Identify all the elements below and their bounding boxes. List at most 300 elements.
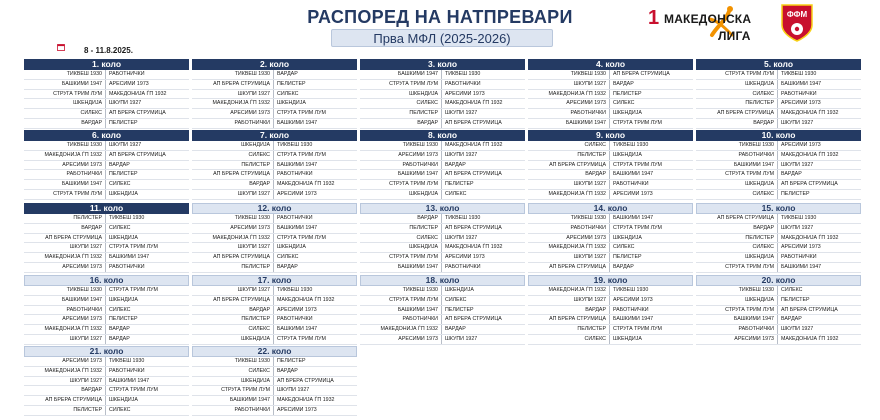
match-row bbox=[192, 190, 357, 200]
away-team: ТИКВЕШ 1930 bbox=[277, 142, 313, 148]
match-row bbox=[696, 335, 861, 345]
away-team: БАШКИМИ 1947 bbox=[613, 171, 654, 178]
match-row bbox=[192, 396, 357, 406]
away-team: АП БРЕРА СТРУМИЦА bbox=[781, 181, 838, 188]
away-team: ВАРДАР bbox=[613, 264, 634, 271]
round-header: 3. коло bbox=[360, 59, 525, 70]
match-row bbox=[192, 253, 357, 263]
home-team: БАШКИМИ 1947 bbox=[24, 296, 106, 305]
away-team: ПЕЛИСТЕР bbox=[613, 90, 642, 97]
away-team: РАБОТНИЧКИ bbox=[781, 254, 817, 261]
page-title: РАСПОРЕД НА НАТПРЕВАРИ bbox=[307, 7, 573, 27]
match-row bbox=[192, 70, 357, 80]
home-team: АРЕСИМИ 1973 bbox=[528, 99, 610, 108]
away-team: СИЛЕКС bbox=[445, 191, 467, 198]
away-team: МАКЕДОНИЈА ЃП 1932 bbox=[277, 296, 335, 303]
match-row bbox=[360, 306, 525, 316]
match-row bbox=[360, 109, 525, 119]
home-team: СТРУГА ТРИМ ЛУМ bbox=[24, 90, 106, 99]
round-header: 8. коло bbox=[360, 130, 525, 141]
match-row bbox=[24, 335, 189, 345]
away-team: ШКУПИ 1927 bbox=[781, 326, 814, 333]
match-row bbox=[528, 325, 693, 335]
away-team: ШКУПИ 1927 bbox=[781, 120, 814, 127]
away-team: ТИКВЕШ 1930 bbox=[613, 142, 649, 148]
away-team: ПЕЛИСТЕР bbox=[781, 191, 810, 198]
home-team: РАБОТНИЧКИ bbox=[696, 325, 778, 334]
away-team: РАБОТНИЧКИ bbox=[277, 316, 313, 323]
match-row bbox=[696, 263, 861, 273]
match-row bbox=[24, 90, 189, 100]
match-row bbox=[696, 170, 861, 180]
round-block bbox=[696, 130, 861, 200]
home-team: ТИКВЕШ 1930 bbox=[192, 70, 274, 79]
away-team: АП БРЕРА СТРУМИЦА bbox=[445, 171, 502, 178]
round-header: 4. коло bbox=[528, 59, 693, 70]
away-team: ВАРДАР bbox=[613, 80, 634, 87]
away-team: СТРУГА ТРИМ ЛУМ bbox=[613, 161, 662, 168]
match-row bbox=[528, 190, 693, 200]
away-team: СИЛЕКС bbox=[277, 90, 299, 97]
away-team: ШКЕНДИЈА bbox=[109, 234, 138, 241]
round-header: 13. коло bbox=[360, 203, 525, 214]
away-team: ШКЕНДИЈА bbox=[277, 244, 306, 251]
away-team: СИЛЕКС bbox=[109, 181, 131, 188]
match-row bbox=[696, 296, 861, 306]
away-team: ВАРДАР bbox=[277, 71, 298, 77]
match-row bbox=[696, 99, 861, 109]
match-row bbox=[192, 161, 357, 171]
home-team: СИЛЕКС bbox=[696, 190, 778, 199]
home-team: ТИКВЕШ 1930 bbox=[360, 141, 442, 150]
home-team: ШКУПИ 1927 bbox=[24, 335, 106, 344]
round-header: 20. коло bbox=[696, 275, 861, 286]
away-team: СТРУГА ТРИМ ЛУМ bbox=[109, 244, 158, 251]
away-team: АП БРЕРА СТРУМИЦА bbox=[109, 110, 166, 117]
home-team: ШКУПИ 1927 bbox=[528, 296, 610, 305]
round-header: 21. коло bbox=[24, 346, 189, 357]
match-row bbox=[192, 357, 357, 367]
home-team: БАШКИМИ 1947 bbox=[360, 70, 442, 79]
home-team: МАКЕДОНИЈА ЃП 1932 bbox=[24, 253, 106, 262]
home-team: СИЛЕКС bbox=[24, 109, 106, 118]
away-team: ТИКВЕШ 1930 bbox=[445, 215, 481, 221]
home-team: ТИКВЕШ 1930 bbox=[528, 70, 610, 79]
home-team: ВАРДАР bbox=[192, 306, 274, 315]
home-team: АРЕСИМИ 1973 bbox=[24, 161, 106, 170]
away-team: ТИКВЕШ 1930 bbox=[781, 71, 817, 77]
federation-crest-icon bbox=[780, 3, 814, 43]
match-row bbox=[696, 161, 861, 171]
match-row bbox=[528, 253, 693, 263]
home-team: АП БРЕРА СТРУМИЦА bbox=[696, 109, 778, 118]
match-row bbox=[528, 335, 693, 345]
home-team: СИЛЕКС bbox=[360, 234, 442, 243]
away-team: РАБОТНИЧКИ bbox=[781, 90, 817, 97]
home-team: ШКУПИ 1927 bbox=[24, 243, 106, 252]
home-team: ТИКВЕШ 1930 bbox=[192, 357, 274, 366]
away-team: ВАРДАР bbox=[277, 367, 298, 374]
home-team: ВАРДАР bbox=[192, 180, 274, 189]
away-team: ВАРДАР bbox=[109, 326, 130, 333]
away-team: ШКЕНДИЈА bbox=[109, 296, 138, 303]
home-team: БАШКИМИ 1947 bbox=[696, 315, 778, 324]
away-team: МАКЕДОНИЈА ЃП 1932 bbox=[445, 142, 503, 148]
match-row bbox=[24, 253, 189, 263]
away-team: ПЕЛИСТЕР bbox=[277, 358, 306, 364]
home-team: ШКУПИ 1927 bbox=[192, 190, 274, 199]
away-team: АРЕСИМИ 1973 bbox=[277, 306, 317, 313]
away-team: СТРУГА ТРИМ ЛУМ bbox=[277, 110, 326, 117]
match-row bbox=[528, 315, 693, 325]
away-team: СИЛЕКС bbox=[613, 100, 635, 107]
match-row bbox=[192, 406, 357, 416]
round-block bbox=[528, 59, 693, 129]
away-team: ШКУПИ 1927 bbox=[445, 151, 478, 158]
away-team: АП БРЕРА СТРУМИЦА bbox=[445, 316, 502, 323]
match-row bbox=[192, 367, 357, 377]
away-team: МАКЕДОНИЈА ЃП 1932 bbox=[781, 336, 839, 343]
home-team: АП БРЕРА СТРУМИЦА bbox=[192, 296, 274, 305]
away-team: СИЛЕКС bbox=[109, 306, 131, 313]
home-team: МАКЕДОНИЈА ЃП 1932 bbox=[360, 325, 442, 334]
home-team: ПЕЛИСТЕР bbox=[192, 263, 274, 272]
match-row bbox=[24, 306, 189, 316]
home-team: СИЛЕКС bbox=[192, 151, 274, 160]
home-team: СИЛЕКС bbox=[696, 243, 778, 252]
round-block bbox=[24, 346, 189, 416]
home-team: МАКЕДОНИЈА ЃП 1932 bbox=[528, 190, 610, 199]
away-team: БАШКИМИ 1947 bbox=[277, 161, 318, 168]
home-team: СТРУГА ТРИМ ЛУМ bbox=[696, 306, 778, 315]
match-row bbox=[192, 243, 357, 253]
round-block bbox=[360, 203, 525, 273]
round-block bbox=[696, 203, 861, 273]
home-team: ВАРДАР bbox=[528, 306, 610, 315]
match-row bbox=[24, 234, 189, 244]
away-team: АП БРЕРА СТРУМИЦА bbox=[445, 224, 502, 231]
round-header: 6. коло bbox=[24, 130, 189, 141]
away-team: ВАРДАР bbox=[445, 161, 466, 168]
match-row bbox=[360, 286, 525, 296]
match-row bbox=[192, 90, 357, 100]
match-row bbox=[696, 80, 861, 90]
away-team: АП БРЕРА СТРУМИЦА bbox=[781, 306, 838, 313]
home-team: ВАРДАР bbox=[696, 224, 778, 233]
round-block bbox=[24, 59, 189, 129]
home-team: АРЕСИМИ 1973 bbox=[360, 335, 442, 344]
home-team: ТИКВЕШ 1930 bbox=[24, 141, 106, 150]
away-team: ВАРДАР bbox=[109, 161, 130, 168]
match-row bbox=[24, 377, 189, 387]
home-team: АП БРЕРА СТРУМИЦА bbox=[528, 161, 610, 170]
match-row bbox=[528, 151, 693, 161]
away-team: ШКУПИ 1927 bbox=[277, 387, 310, 394]
match-row bbox=[696, 306, 861, 316]
home-team: ПЕЛИСТЕР bbox=[528, 325, 610, 334]
away-team: АРЕСИМИ 1973 bbox=[613, 191, 653, 198]
match-row bbox=[360, 161, 525, 171]
away-team: ШКУПИ 1927 bbox=[109, 142, 142, 148]
away-team: ШКЕНДИЈА bbox=[613, 110, 642, 117]
match-row bbox=[192, 224, 357, 234]
match-row bbox=[192, 377, 357, 387]
home-team: АП БРЕРА СТРУМИЦА bbox=[192, 253, 274, 262]
away-team: СТРУГА ТРИМ ЛУМ bbox=[109, 387, 158, 394]
home-team: АРЕСИМИ 1973 bbox=[24, 357, 106, 366]
away-team: СТРУГА ТРИМ ЛУМ bbox=[277, 336, 326, 343]
round-block bbox=[360, 275, 525, 345]
home-team: ШКЕНДИЈА bbox=[696, 180, 778, 189]
home-team: БАШКИМИ 1947 bbox=[360, 306, 442, 315]
home-team: МАКЕДОНИЈА ЃП 1932 bbox=[24, 151, 106, 160]
away-team: РАБОТНИЧКИ bbox=[109, 367, 145, 374]
match-row bbox=[360, 180, 525, 190]
away-team: ПЕЛИСТЕР bbox=[109, 316, 138, 323]
home-team: ТИКВЕШ 1930 bbox=[528, 214, 610, 223]
match-row bbox=[360, 90, 525, 100]
away-team: ШКЕНДИЈА bbox=[109, 397, 138, 404]
away-team: БАШКИМИ 1947 bbox=[277, 120, 318, 127]
away-team: ШКУПИ 1927 bbox=[781, 161, 814, 168]
away-team: ТИКВЕШ 1930 bbox=[445, 71, 481, 77]
home-team: АРЕСИМИ 1973 bbox=[24, 263, 106, 272]
match-row bbox=[360, 190, 525, 200]
home-team: РАБОТНИЧКИ bbox=[24, 170, 106, 179]
calendar-icon bbox=[57, 43, 65, 51]
home-team: АП БРЕРА СТРУМИЦА bbox=[192, 80, 274, 89]
home-team: ШКЕНДИЈА bbox=[696, 80, 778, 89]
away-team: АРЕСИМИ 1973 bbox=[781, 100, 821, 107]
match-row bbox=[192, 286, 357, 296]
match-row bbox=[696, 243, 861, 253]
round-block bbox=[696, 275, 861, 345]
home-team: МАКЕДОНИЈА ЃП 1932 bbox=[528, 243, 610, 252]
match-row bbox=[192, 109, 357, 119]
round-header: 14. коло bbox=[528, 203, 693, 214]
away-team: ПЕЛИСТЕР bbox=[613, 254, 642, 261]
round-block bbox=[24, 275, 189, 345]
away-team: РАБОТНИЧКИ bbox=[109, 71, 145, 77]
away-team: ТИКВЕШ 1930 bbox=[277, 287, 313, 293]
away-team: АП БРЕРА СТРУМИЦА bbox=[445, 120, 502, 127]
away-team: СТРУГА ТРИМ ЛУМ bbox=[277, 151, 326, 158]
away-team: МАКЕДОНИЈА ЃП 1932 bbox=[781, 151, 839, 158]
home-team: ШКУПИ 1927 bbox=[528, 253, 610, 262]
match-row bbox=[360, 80, 525, 90]
round-block bbox=[528, 275, 693, 345]
away-team: РАБОТНИЧКИ bbox=[613, 181, 649, 188]
home-team: СТРУГА ТРИМ ЛУМ bbox=[360, 180, 442, 189]
home-team: ВАРДАР bbox=[24, 119, 106, 128]
match-row bbox=[192, 306, 357, 316]
home-team: АРЕСИМИ 1973 bbox=[192, 109, 274, 118]
home-team: МАКЕДОНИЈА ЃП 1932 bbox=[192, 234, 274, 243]
away-team: ШКУПИ 1927 bbox=[781, 224, 814, 231]
home-team: МАКЕДОНИЈА ЃП 1932 bbox=[24, 367, 106, 376]
round-block bbox=[192, 59, 357, 129]
away-team: ШКУПИ 1927 bbox=[445, 234, 478, 241]
home-team: СТРУГА ТРИМ ЛУМ bbox=[696, 70, 778, 79]
home-team: ТИКВЕШ 1930 bbox=[24, 286, 106, 295]
match-row bbox=[192, 234, 357, 244]
home-team: ПЕЛИСТЕР bbox=[696, 99, 778, 108]
match-row bbox=[24, 119, 189, 129]
away-team: ВАРДАР bbox=[277, 264, 298, 271]
match-row bbox=[24, 296, 189, 306]
home-team: ШКЕНДИЈА bbox=[360, 90, 442, 99]
away-team: РАБОТНИЧКИ bbox=[445, 80, 481, 87]
match-row bbox=[24, 80, 189, 90]
match-row bbox=[192, 141, 357, 151]
away-team: МАКЕДОНИЈА ЃП 1932 bbox=[277, 397, 335, 404]
match-row bbox=[24, 190, 189, 200]
match-row bbox=[528, 161, 693, 171]
away-team: ТИКВЕШ 1930 bbox=[781, 215, 817, 221]
home-team: СТРУГА ТРИМ ЛУМ bbox=[24, 190, 106, 199]
match-row bbox=[24, 214, 189, 224]
match-row bbox=[360, 151, 525, 161]
away-team: СТРУГА ТРИМ ЛУМ bbox=[613, 326, 662, 333]
match-row bbox=[528, 296, 693, 306]
home-team: МАКЕДОНИЈА ЃП 1932 bbox=[24, 325, 106, 334]
away-team: ШКЕНДИЈА bbox=[613, 234, 642, 241]
round-block bbox=[696, 59, 861, 129]
league-logo-number: 1 bbox=[648, 7, 660, 29]
away-team: СТРУГА ТРИМ ЛУМ bbox=[613, 120, 662, 127]
match-row bbox=[528, 109, 693, 119]
match-row bbox=[24, 315, 189, 325]
league-logo-word1: МАКЕДОНСКА bbox=[664, 12, 752, 26]
round-header: 22. коло bbox=[192, 346, 357, 357]
away-team: ПЕЛИСТЕР bbox=[781, 296, 810, 303]
round-block bbox=[192, 346, 357, 416]
match-row bbox=[24, 406, 189, 416]
home-team: БАШКИМИ 1947 bbox=[24, 80, 106, 89]
home-team: СТРУГА ТРИМ ЛУМ bbox=[360, 253, 442, 262]
away-team: АРЕСИМИ 1973 bbox=[277, 407, 317, 414]
match-row bbox=[696, 325, 861, 335]
match-row bbox=[528, 170, 693, 180]
home-team: РАБОТНИЧКИ bbox=[528, 224, 610, 233]
home-team: АРЕСИМИ 1973 bbox=[24, 315, 106, 324]
home-team: РАБОТНИЧКИ bbox=[192, 406, 274, 415]
away-team: ВАРДАР bbox=[781, 316, 802, 323]
away-team: СТРУГА ТРИМ ЛУМ bbox=[109, 287, 158, 293]
home-team: ПЕЛИСТЕР bbox=[360, 224, 442, 233]
away-team: ШКЕНДИЈА bbox=[445, 287, 474, 293]
match-row bbox=[696, 109, 861, 119]
home-team: ТИКВЕШ 1930 bbox=[24, 70, 106, 79]
home-team: АП БРЕРА СТРУМИЦА bbox=[696, 214, 778, 223]
round-header: 16. коло bbox=[24, 275, 189, 286]
away-team: МАКЕДОНИЈА ЃП 1932 bbox=[445, 244, 503, 251]
home-team: АП БРЕРА СТРУМИЦА bbox=[528, 263, 610, 272]
match-row bbox=[528, 99, 693, 109]
away-team: ТИКВЕШ 1930 bbox=[613, 287, 649, 293]
match-row bbox=[528, 90, 693, 100]
match-row bbox=[192, 214, 357, 224]
round-header: 11. коло bbox=[24, 203, 189, 214]
round-header: 19. коло bbox=[528, 275, 693, 286]
away-team: ПЕЛИСТЕР bbox=[445, 181, 474, 188]
match-row bbox=[24, 286, 189, 296]
match-row bbox=[360, 234, 525, 244]
match-row bbox=[360, 224, 525, 234]
home-team: ВАРДАР bbox=[528, 170, 610, 179]
away-team: БАШКИМИ 1947 bbox=[109, 377, 150, 384]
home-team: ВАРДАР bbox=[360, 214, 442, 223]
home-team: АРЕСИМИ 1973 bbox=[696, 335, 778, 344]
away-team: ТИКВЕШ 1930 bbox=[109, 358, 145, 364]
away-team: БАШКИМИ 1947 bbox=[109, 254, 150, 261]
match-row bbox=[528, 141, 693, 151]
home-team: ПЕЛИСТЕР bbox=[528, 151, 610, 160]
match-row bbox=[360, 243, 525, 253]
home-team: СТРУГА ТРИМ ЛУМ bbox=[360, 296, 442, 305]
match-row bbox=[24, 170, 189, 180]
match-row bbox=[24, 325, 189, 335]
away-team: СИЛЕКС bbox=[109, 224, 131, 231]
home-team: РАБОТНИЧКИ bbox=[696, 151, 778, 160]
home-team: ТИКВЕШ 1930 bbox=[360, 286, 442, 295]
round-header: 2. коло bbox=[192, 59, 357, 70]
away-team: БАШКИМИ 1947 bbox=[277, 326, 318, 333]
crest-letters: ФФМ bbox=[786, 10, 808, 19]
home-team: СТРУГА ТРИМ ЛУМ bbox=[696, 170, 778, 179]
match-row bbox=[528, 119, 693, 129]
home-team: АРЕСИМИ 1973 bbox=[528, 234, 610, 243]
match-row bbox=[24, 357, 189, 367]
home-team: ШКУПИ 1927 bbox=[528, 180, 610, 189]
away-team: ШКУПИ 1927 bbox=[445, 110, 478, 117]
match-row bbox=[528, 234, 693, 244]
home-team: РАБОТНИЧКИ bbox=[24, 306, 106, 315]
home-team: РАБОТНИЧКИ bbox=[360, 161, 442, 170]
home-team: БАШКИМИ 1947 bbox=[528, 119, 610, 128]
home-team: ТИКВЕШ 1930 bbox=[192, 214, 274, 223]
away-team: БАШКИМИ 1947 bbox=[613, 316, 654, 323]
home-team: ПЕЛИСТЕР bbox=[192, 315, 274, 324]
match-row bbox=[360, 170, 525, 180]
round-block bbox=[360, 59, 525, 129]
home-team: ПЕЛИСТЕР bbox=[24, 214, 106, 223]
match-row bbox=[528, 306, 693, 316]
home-team: АРЕСИМИ 1973 bbox=[360, 151, 442, 160]
away-team: АП БРЕРА СТРУМИЦА bbox=[277, 377, 334, 384]
home-team: БАШКИМИ 1947 bbox=[360, 263, 442, 272]
away-team: АРЕСИМИ 1973 bbox=[109, 80, 149, 87]
away-team: ШКЕНДИЈА bbox=[109, 191, 138, 198]
match-row bbox=[24, 161, 189, 171]
match-row bbox=[24, 367, 189, 377]
away-team: МАКЕДОНИЈА ЃП 1932 bbox=[781, 110, 839, 117]
round-block bbox=[24, 130, 189, 200]
match-row bbox=[192, 119, 357, 129]
home-team: СТРУГА ТРИМ ЛУМ bbox=[696, 263, 778, 272]
match-row bbox=[24, 180, 189, 190]
home-team: ПЕЛИСТЕР bbox=[696, 234, 778, 243]
home-team: ШКУПИ 1927 bbox=[192, 286, 274, 295]
home-team: СИЛЕКС bbox=[192, 325, 274, 334]
home-team: СИЛЕКС bbox=[696, 90, 778, 99]
away-team: АП БРЕРА СТРУМИЦА bbox=[613, 71, 670, 77]
match-row bbox=[24, 109, 189, 119]
home-team: РАБОТНИЧКИ bbox=[360, 315, 442, 324]
league-logo bbox=[648, 5, 758, 45]
away-team: МАКЕДОНИЈА ЃП 1932 bbox=[109, 90, 167, 97]
home-team: РАБОТНИЧКИ bbox=[528, 109, 610, 118]
